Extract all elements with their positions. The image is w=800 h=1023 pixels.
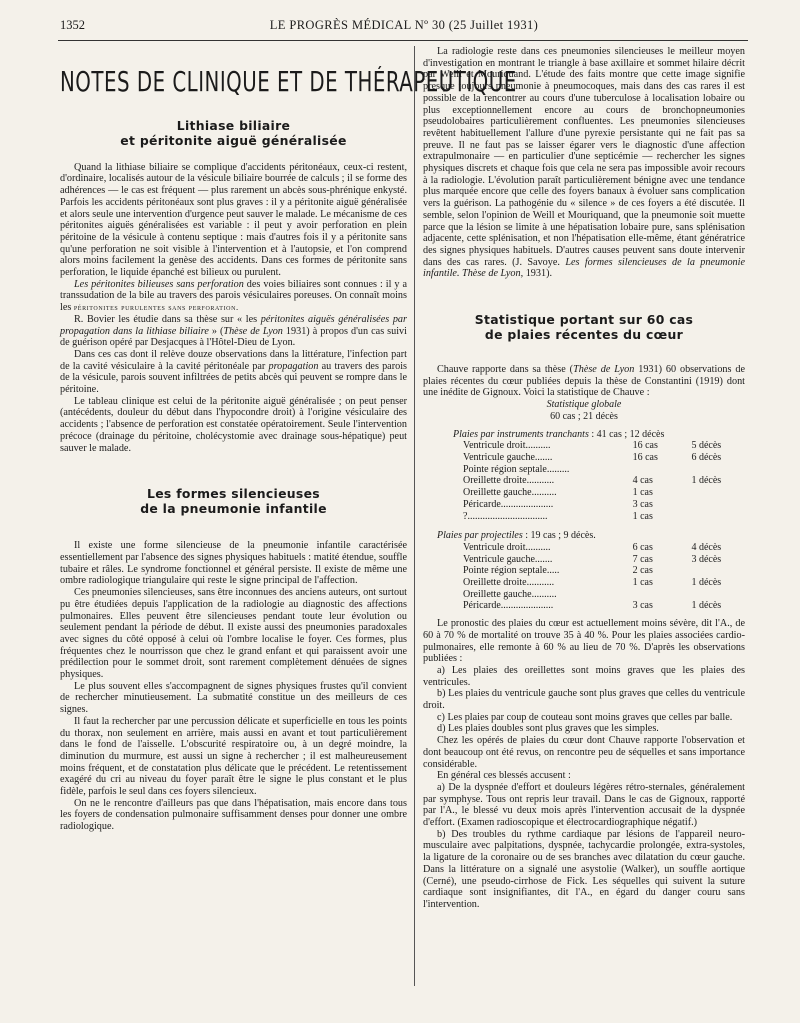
stat-label: Oreillette gauche.......... (463, 588, 557, 600)
stat-row (423, 440, 745, 452)
article-title-pneumonie: Les formes silencieuses de la pneumonie infantile (140, 486, 327, 517)
group-heading: Plaies par projectiles : 19 cas ; 9 décès. (437, 530, 596, 542)
statistics-table (423, 399, 745, 612)
stat-label: Pointe région septale......... (463, 463, 570, 475)
paragraph: R. Bovier les étudie dans sa thèse sur « les péritonites aiguës généralisées par propagation dans la lithiase biliaire » (Thèse de Lyon 1931) à propos d'un cas suivi de guérison opéré par Desjacques à l'Hôtel-Dieu de Lyon. (60, 313, 407, 349)
stat-label: Oreillette droite........... (463, 577, 555, 589)
column-divider (414, 46, 415, 986)
stat-deaths (691, 499, 745, 511)
stat-cases: 1 cas (632, 487, 653, 499)
stat-cases: 1 cas (632, 577, 653, 589)
stat-deaths: 5 décès (691, 440, 722, 452)
list-item: c) Les plaies par coup de couteau sont moins graves que celles par balle. (437, 711, 733, 723)
paragraph: Ces pneumonies silencieuses, sans être inconnues des anciens auteurs, ont surtout pu être étudiées depuis l'application de la radiologie au diagnostic des affections pulmonaires. Elles peuvent être silencieuses pendant toute leur évolution ou seulement pendant la période de début. Il existe aussi des pneumonies paradoxales avec signes du côté opposé à celui où l'ombre localise le foyer. Ces formes, plus fréquentes chez le nourrisson que chez le grand enfant et qui paraissent avoir une prédilection pour le sommet droit, sont rarement complètement dénuées de signes physiques. (60, 587, 407, 681)
stat-deaths: 4 décès (691, 541, 722, 553)
stat-row (423, 577, 745, 589)
stat-label: Péricarde..................... (463, 600, 554, 612)
paragraph: Le pronostic des plaies du cœur est actuellement moins sévère, dit l'A., de 60 à 70 % de mortalité on trouve 35 à 40 %. Pour les plaies associées cardio-pulmonaires, elle remonte à 60 % au lieu de 70 %. D'après les observations publiées : (423, 618, 745, 665)
stat-label: Ventricule droit.......... (463, 440, 551, 452)
stat-row (423, 487, 745, 499)
paragraph: La radiologie reste dans ces pneumonies silencieuses le meilleur moyen d'investigation en montrant le triangle à base axillaire et sommet hilaire décrit par Weill et Mouriquand. L'étude des faits montre que cette image signifie presque toujours pneumonie à pneumocoques, mais dans des cas rares il est possible de la rencontrer au cours d'une tuberculose à localisation lobaire ou plus exceptionnellement encore au cours de bronchopneumonies pseudolobaires particulièrement confluentes. Les pneumonies silencieuses revêtent habituellement l'allure d'une pyrexie persistante qui ne fait pas sa preuve. Il ne faut pas se laisser égarer vers le diagnostic d'une affection extrapulmonaire — en particulier d'une septicémie — rechercher les signes physiques discrets et chaque fois que cela ne sera pas impossible avoir recours à la radiologie. L'évolution paraît particulièrement bénigne avec une tendance plus marquée encore que celle des foyers banaux à évoluer sans complication vers la guérison. La pathogénie du « silence » de ces foyers a été discutée. Il semble, selon l'opinion de Weill et Mouriquand, que la pneumonie soit muette parce que la lésion se limite à une hépatisation lobaire pure, sans splénisation adjacente, cette splénisation, et non l'hépatisation elle-même, étant génératrice des signes physiques habituels. D'autres causes peuvent sans doute intervenir dans des cas rares. (J. Savoye. Les formes silencieuses de la pneumonie infantile. Thèse de Lyon, 1931). (423, 46, 745, 280)
stat-row (423, 452, 745, 464)
list-item: b) Les plaies du ventricule gauche sont plus graves que celles du ventricule droit. (423, 688, 745, 712)
stat-label: Péricarde..................... (463, 498, 554, 510)
paragraph: Quand la lithiase biliaire se complique d'accidents péritonéaux, ceux-ci restent, d'ordinaire, localisés autour de la vésicule biliaire bourrée de calculs ; il se forme des adhérences — le cas est fréquent — plus rarement un abcès sous-phrénique enkysté. Parfois les accidents péritonéaux sont plus graves : il y a péritonite aiguë généralisée et alors seule une intervention d'urgence peut sauver le malade. Le mécanisme de ces péritonites aiguës généralisées est variable : il peut y avoir perforation en plein péritoine de la vésicule à contenu septique : mais d'autres fois il y a péritonite sans qu'une perforation ne soit visible à l'intervention et à l'autopsie, et l'on comprend alors moins facilement la genèse des accidents. Dans ces formes de péritonite sans perforation, le liquide épanché est bilieux ou purulent. (60, 161, 407, 279)
stat-label: Pointe région septale..... (463, 565, 560, 577)
stat-deaths (691, 464, 745, 476)
stat-deaths (691, 589, 745, 601)
running-title: LE PROGRÈS MÉDICAL Nº 30 (25 Juillet 1931) (269, 18, 539, 32)
stat-deaths: 6 décès (691, 451, 722, 463)
stat-cases: 6 cas (632, 541, 653, 553)
list-item: d) Les plaies doubles sont plus graves que les simples. (437, 723, 659, 735)
stat-row (423, 542, 745, 554)
stat-label: Oreillette gauche.......... (463, 487, 557, 499)
stat-deaths (691, 565, 745, 577)
article-title-lithiase: Lithiase biliaire et péritonite aiguë généralisée (120, 117, 347, 148)
paragraph: Dans ces cas dont il relève douze observations dans la littérature, l'infection part de la cavité vésiculaire à la cavité péritonéale par propagation au travers des parois de la vésicule, parois souvent infiltrées de petits abcès qui peuvent se rompre dans le péritoine. (60, 348, 407, 396)
stat-cases: 16 cas (632, 440, 658, 452)
stat-label: Ventricule droit.......... (463, 541, 551, 553)
stat-cases: 3 cas (632, 600, 653, 612)
stat-cases: 1 cas (632, 510, 653, 522)
paragraph: Il faut la rechercher par une percussion délicate et superficielle en tous les points du thorax, non seulement en arrière, mais aussi en avant et tout particulièrement dans le fond de l'aisselle. L'obscurité respiratoire ou, à un degré moindre, la diminution du murmure, est aussi un signe à rechercher ; il est malheureusement moins fréquent, et de constatation plus délicate que le précédent. Le retentissement exagéré du cri au niveau du foyer paraît être le signe le plus constant et le plus fidèle, parfois le seul dans ces foyers silencieux. (60, 715, 407, 798)
stat-label: ?................................ (463, 510, 548, 522)
stat-deaths: 1 décès (691, 600, 722, 612)
stat-label: Ventricule gauche....... (463, 553, 553, 565)
stat-deaths: 1 décès (691, 577, 722, 589)
stat-row (423, 554, 745, 566)
stat-cases: 7 cas (632, 553, 653, 565)
paragraph: En général ces blessés accusent : (437, 770, 571, 782)
stat-cases: 3 cas (632, 498, 653, 510)
stat-row (423, 565, 745, 577)
list-item: b) Des troubles du rythme cardiaque par lésions de l'appareil neuro-musculaire avec palpitations, dyspnée, tachycardie prolongée, extra-systoles, la ligature de la coronaire ou de ses branches avec dilatation du cœur gauche. Dans la littérature on a signalé une asystolie (Walker), un souffle aortique (Cerné), une pseudo-cirrhose de Fick. Les séquelles qui suivent la suture cardiaque sont insignifiantes, dit l'A., en égard du danger couru sans l'intervention. (423, 828, 745, 910)
stat-title: Statistique globale (546, 399, 622, 411)
stat-cases: 2 cas (632, 565, 653, 577)
stat-row (423, 464, 745, 476)
stat-label: Ventricule gauche....... (463, 451, 553, 463)
article-title-statistique: Statistique portant sur 60 cas de plaies récentes du cœur (474, 312, 694, 343)
stat-cases: 16 cas (632, 451, 658, 463)
paragraph: Chauve rapporte dans sa thèse (Thèse de Lyon 1931) 60 observations de plaies récentes du cœur publiées depuis la thèse de Constantini (1919) dont une inédite de Gignoux. Voici la statistique de Chauve : (423, 364, 745, 399)
stat-deaths (691, 487, 745, 499)
stat-total: 60 cas ; 21 décès (550, 410, 618, 422)
group-heading: Plaies par instruments tranchants : 41 cas ; 12 décès (453, 428, 665, 440)
stat-deaths: 1 décès (691, 475, 722, 487)
right-column (423, 46, 745, 911)
stat-row (423, 589, 745, 601)
stat-cases (633, 464, 692, 476)
stat-row (423, 511, 745, 523)
paragraph: Chez les opérés de plaies du cœur dont Chauve rapporte l'observation et dont beaucoup ont été revus, on rencontre peu de séquelles et sans importance considérable. (423, 735, 745, 770)
list-item: a) De la dyspnée d'effort et douleurs légères rétro-sternales, généralement par symphyse. Tous ont repris leur travail. Dans le cas de Gignoux, rapporté par l'A., le blessé vu deux mois après l'intervention accusait de la dyspnée d'effort. (Examen radioscopique et électrocardiographique négatif.) (423, 781, 745, 829)
page-number: 1352 (60, 18, 85, 32)
paragraph: On ne le rencontre d'ailleurs pas que dans l'hépatisation, mais encore dans tous les foyers de condensation pulmonaire suffisamment denses pour donner une ombre radiologique. (60, 797, 407, 833)
paragraph: Le plus souvent elles s'accompagnent de signes physiques frustes qu'il convient de rechercher minutieusement. La submatité constitue un des meilleurs de ces signes. (60, 680, 407, 716)
stat-cases: 4 cas (632, 475, 653, 487)
section-title: NOTES DE CLINIQUE ET DE THÉRAPEUTIQUE (60, 67, 517, 99)
stat-deaths (691, 511, 745, 523)
page-header (60, 18, 748, 38)
paragraph: Les péritonites bilieuses sans perforation des voies biliaires sont connues : il y a transsudation de la bile au travers des parois vésiculaires poreuses. On connaît moins les péritonites purulentes sans perforation. (60, 278, 408, 314)
paragraph: Le tableau clinique est celui de la péritonite aiguë généralisée ; on peut penser (antécédents, douleur du début dans l'hypocondre droit) à l'origine vésiculaire des accidents ; l'absence de perforation est constatée opératoirement. Seule l'intervention précoce (drainage du péritoine, cholécystomie avec drainage sous-hépatique) peut sauver le malade. (60, 395, 407, 454)
header-rule (58, 40, 748, 41)
stat-row (423, 499, 745, 511)
stat-row (423, 600, 745, 612)
list-item: a) Les plaies des oreillettes sont moins graves que les plaies des ventricules. (423, 664, 745, 688)
stat-label: Oreillette droite........... (463, 475, 555, 487)
paragraph: Il existe une forme silencieuse de la pneumonie infantile caractérisée essentiellement par l'absence des signes physiques habituels : matité étendue, souffle tubaire et râles. Le syndrome fonctionnel et général persiste. Il existe de même une ombre radiologique triangulaire qui reste le signe principal de l'affection. (60, 540, 407, 587)
stat-deaths: 3 décès (691, 553, 722, 565)
stat-row (423, 475, 745, 487)
stat-cases (633, 589, 692, 601)
